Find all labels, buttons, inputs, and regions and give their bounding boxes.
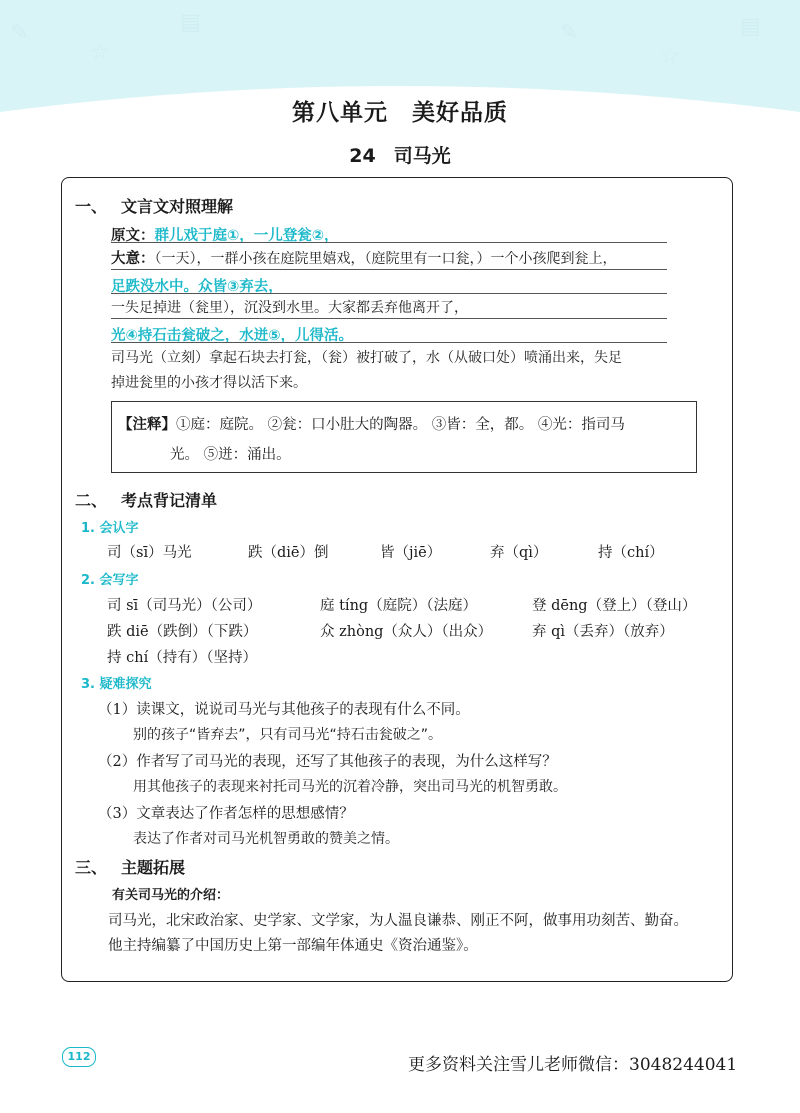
meaning-label: 大意： (111, 250, 155, 267)
answer-3: 表达了作者对司马光机智勇敢的赞美之情。 (133, 831, 399, 847)
section-title: 文言文对照理解 (121, 197, 234, 216)
meaning-line-3a: 司马光（立刻）拿起石块去打瓮，（瓮）被打破了，水（从破口处）喷涌出来，失足 (111, 350, 622, 366)
char-die: 跌（diē）倒 (248, 545, 329, 561)
write-qi: 弃 qì（丢弃）（放弃） (532, 624, 674, 640)
underline (111, 293, 667, 294)
write-zhong: 众 zhòng（众人）（出众） (320, 624, 493, 640)
original-line-3: 光④持石击瓮破之，水迸⑤，儿得活。 (111, 328, 354, 344)
lesson-title (0, 141, 800, 168)
section-1-heading (75, 194, 233, 217)
section-number: 二、 (75, 491, 108, 510)
section-number: 一、 (75, 197, 108, 216)
answer-1: 别的孩子“皆弃去”，只有司马光“持石击瓮破之”。 (133, 727, 443, 743)
question-3: （3）文章表达了作者怎样的思想感情？ (98, 806, 354, 822)
original-text: 群儿戏于庭①，一儿登瓮②， (154, 228, 339, 244)
intro-paragraph-2: 他主持编纂了中国历史上第一部编年体通史《资治通鉴》。 (108, 938, 478, 954)
intro-paragraph-1: 司马光，北宋政治家、史学家、文学家，为人温良谦恭、刚正不阿，做事用功刻苦、勤奋。 (108, 913, 688, 929)
original-label: 原文： (111, 227, 155, 244)
question-1: （1）读课文，说说司马光与其他孩子的表现有什么不同。 (98, 702, 470, 718)
footer-promo: 更多资料关注雪儿老师微信：3048244041 (408, 1055, 738, 1075)
char-chi: 持（chí） (598, 545, 664, 561)
intro-label: 有关司马光的介绍： (112, 888, 230, 903)
section-title: 考点背记清单 (121, 491, 218, 510)
annotation-text: ①庭：庭院。 ②瓮：口小肚大的陶器。 ③皆：全，都。 ④光：指司马 (176, 417, 625, 433)
unit-title (0, 94, 800, 127)
underline (111, 269, 667, 270)
annotation-label: 【注释】 (118, 416, 176, 433)
meaning-line-2: 一失足掉进（瓮里），沉没到水里。大家都丢弃他离开了， (111, 300, 468, 316)
write-deng: 登 dēng（登上）（登山） (532, 598, 697, 614)
underline (111, 318, 667, 319)
write-ting: 庭 tíng（庭院）（法庭） (320, 598, 477, 614)
meaning-line-1 (111, 247, 617, 268)
pencil-icon: ✎ (10, 20, 29, 45)
underline (111, 342, 667, 343)
meaning-line-3b: 掉进瓮里的小孩才得以活下来。 (111, 375, 307, 391)
star-icon: ☆ (90, 40, 110, 65)
unit-label: 第八单元 (292, 100, 388, 126)
annotation-line-2: 光。 ⑤迸：涌出。 (170, 447, 291, 463)
subsection-recognize: 1. 会认字 (81, 521, 139, 536)
subsection-explore: 3. 疑难探究 (81, 677, 152, 692)
section-2-heading (75, 488, 217, 511)
book-icon: ▤ (180, 10, 201, 35)
question-2: （2）作者写了司马光的表现，还写了其他孩子的表现，为什么这样写？ (98, 754, 557, 770)
meaning-text: （一天），一群小孩在庭院里嬉戏，（庭院里有一口瓮，）一个小孩爬到瓮上， (154, 251, 617, 267)
pencil-icon: ✎ (560, 20, 579, 45)
char-qi: 弃（qì） (490, 545, 548, 561)
original-line-2: 足跌没水中。众皆③弃去， (111, 279, 283, 295)
write-chi: 持 chí（持有）（坚持） (107, 650, 257, 666)
char-jie: 皆（jiē） (380, 545, 442, 561)
star-icon: ☆ (660, 44, 680, 69)
subsection-write: 2. 会写字 (81, 573, 139, 588)
book-icon: ▤ (740, 14, 761, 39)
write-die: 跌 diē（跌倒）（下跌） (107, 624, 258, 640)
annotation-line-1 (118, 413, 625, 434)
section-number: 三、 (75, 858, 108, 877)
section-3-heading (75, 855, 185, 878)
section-title: 主题拓展 (121, 858, 186, 877)
underline (111, 242, 667, 243)
write-si: 司 sī（司马光）（公司） (107, 598, 262, 614)
answer-2: 用其他孩子的表现来衬托司马光的沉着冷静，突出司马光的机智勇敢。 (133, 779, 567, 795)
char-si: 司（sī）马光 (107, 545, 192, 561)
lesson-name: 司马光 (393, 145, 451, 167)
unit-theme: 美好品质 (412, 100, 508, 126)
lesson-number: 24 (349, 145, 376, 167)
page-number: 112 (62, 1047, 96, 1067)
